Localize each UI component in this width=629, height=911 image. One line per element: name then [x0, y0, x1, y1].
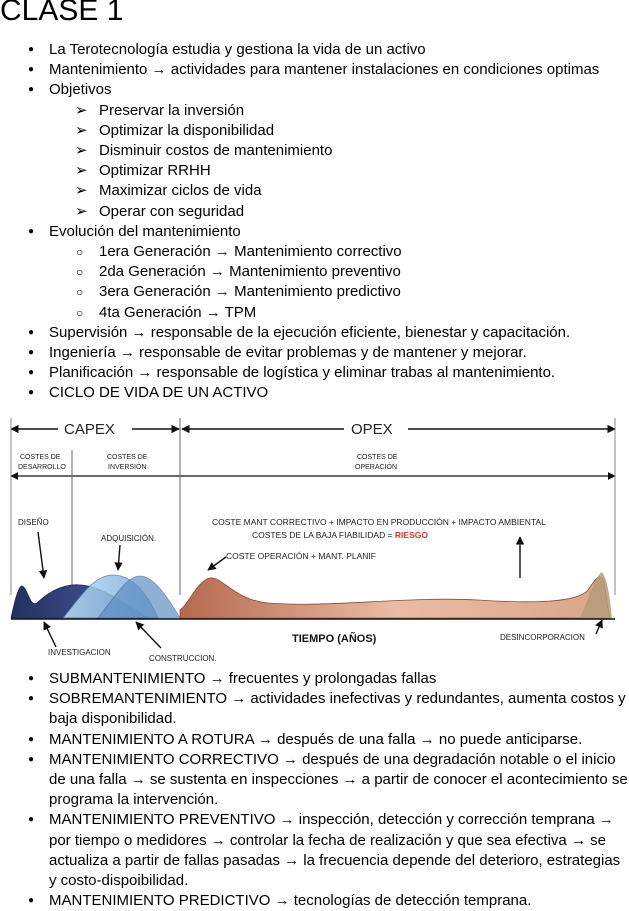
list-item: ➢ Optimizar RRHH [0, 161, 629, 181]
list-item: ● SUBMANTENIMIENTO → frecuentes y prolongadas fallas [0, 669, 629, 689]
adquisicion-arrow [118, 545, 120, 570]
list-item: ➢ Maximizar ciclos de vida [0, 181, 629, 201]
operacion-curve [180, 577, 610, 618]
costes-operacion-label: COSTES DE OPERACIÓN [355, 454, 398, 471]
list-item: ● Supervisión → responsable de la ejecución eficiente, bienestar y capacitación. [0, 323, 629, 343]
list-item: ➢ Disminuir costos de mantenimiento [0, 141, 629, 161]
desincorporacion-arrow [596, 620, 602, 634]
list-item: ○ 3era Generación → Mantenimiento predictivo [0, 282, 629, 302]
list-item: ● MANTENIMIENTO PREDICTIVO → tecnologías de detección temprana. [0, 891, 629, 911]
coste-baja-fiabilidad-label: COSTES DE LA BAJA FIABILIDAD = RIESGO [252, 530, 428, 540]
construccion-arrow [136, 622, 161, 648]
list-item: ○ 4ta Generación → TPM [0, 303, 629, 323]
coste-operacion-arrow [208, 557, 226, 570]
list-item: ○ 1era Generación → Mantenimiento correctivo [0, 242, 629, 262]
list-item: ● Ingeniería → responsable de evitar problemas y de mantener y mejorar. [0, 343, 629, 363]
page-title: CLASE 1 [0, 0, 124, 27]
riesgo-label: RIESGO [394, 530, 428, 540]
list-item: ● Planificación → responsable de logística y eliminar trabas al mantenimiento. [0, 363, 629, 383]
construccion-label: CONSTRUCCION. [149, 654, 217, 663]
list-item: ● MANTENIMIENTO CORRECTIVO → después de una degradación notable o el inicio de una falla → se sustenta en inspecciones → a partir de conocer el acontecimiento se programa la intervención. [0, 750, 629, 811]
desincorporacion-label: DESINCORPORACION [500, 633, 585, 642]
coste-operacion-label: COSTE OPERACIÓN + MANT. PLANIF [226, 551, 376, 561]
adquisicion-label: ADQUISICIÓN. [101, 534, 157, 543]
list-item: ● Mantenimiento → actividades para mantener instalaciones en condiciones optimas [0, 60, 629, 80]
costes-desarrollo-label: COSTES DE DESARROLLO [18, 454, 66, 471]
costes-inversion-label: COSTES DE INVERSIÓN [107, 454, 148, 471]
notes-list-bottom [0, 669, 629, 911]
list-item: ➢ Operar con seguridad [0, 202, 629, 222]
investigacion-label: INVESTIGACION [48, 648, 111, 657]
opex-label: OPEX [351, 421, 393, 438]
list-item: ➢ Optimizar la disponibilidad [0, 121, 629, 141]
list-item: ● La Terotecnología estudia y gestiona la vida de un activo [0, 40, 629, 60]
notes-list-top [0, 40, 629, 404]
diseno-arrow [38, 532, 44, 578]
investigacion-arrow [44, 622, 56, 647]
list-item: ● Objetivos [0, 80, 629, 100]
coste-mant-label: COSTE MANT CORRECTIVO + IMPACTO EN PRODUCCIÓN + IMPACTO AMBIENTAL [212, 517, 546, 527]
list-item: ➢ Preservar la inversión [0, 101, 629, 121]
capex-label: CAPEX [64, 421, 115, 438]
list-item: ○ 2da Generación → Mantenimiento preventivo [0, 262, 629, 282]
tiempo-label: TIEMPO (AÑOS) [292, 633, 377, 645]
list-item: ● CICLO DE VIDA DE UN ACTIVO [0, 383, 629, 403]
diseno-label: DISEÑO [18, 518, 49, 527]
list-item: ● MANTENIMIENTO A ROTURA → después de una falla → no puede anticiparse. [0, 730, 629, 750]
list-item: ● MANTENIMIENTO PREVENTIVO → inspección, detección y corrección temprana → por tiempo o medidores → controlar la fecha de realización y que sea efectiva → se actualiza a partir de fallas pasadas → la frecuencia depende del deterioro, estrategias y costo-dispoibilidad. [0, 810, 629, 891]
list-item: ● Evolución del mantenimiento [0, 222, 629, 242]
asset-lifecycle-diagram [8, 410, 622, 670]
list-item: ● SOBREMANTENIMIENTO → actividades inefectivas y redundantes, aumenta costos y baja disponibilidad. [0, 689, 629, 729]
